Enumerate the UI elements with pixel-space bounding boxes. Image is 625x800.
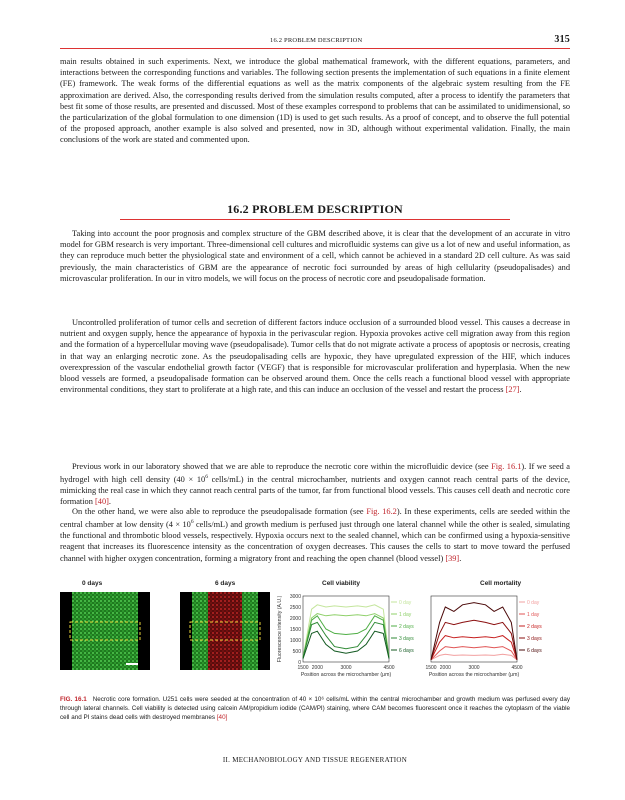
chart-cell-mortality — [425, 590, 575, 690]
caption-citation-40[interactable]: [40] — [216, 714, 228, 721]
paragraph-4-sup: 6 — [190, 519, 194, 526]
y-tick-label: 2000 — [289, 616, 301, 622]
panel-title-6-days: 6 days — [215, 580, 236, 587]
x-tick-label: 2000 — [311, 665, 323, 671]
legend-label-4: 6 days — [399, 648, 414, 654]
intro-paragraph: main results obtained in such experiments. Next, we introduce the global mathematical framework, with the different equations, parameters, and interactions between the corresponding functions and variables. The following section presents the implementation of such equations in a finite element (FE) framework. The weak forms of the differential equations as well as the matrix components of the algebraic system resulting from the FE approximation are derived. Also, the corresponding results derived from the simulation results computed, after a process to identify the parameters that best fit some of those results, are presented and discussed. Most of these examples correspond to problems that can be assimilated to unidimensional, so the particularization of the global formulation to one dimension (1D) is used to get such results. As a proof of concept, and to observe the full potential of the proposed approach, another example is also solved and presented, now in 3D, although without experimental validation. Finally, the main conclusions of the work are stated and commented upon. — [60, 57, 570, 145]
x-tick-label: 1500 — [425, 665, 437, 671]
plot-frame — [431, 596, 517, 662]
y-tick-label: 3000 — [289, 594, 301, 600]
paragraph-4-c: cells/mL) and growth medium is perfused just through one lateral channel while the other is sealed, simulating the functional and thrombotic blood vessels, respectively. Hypoxia occurs next to the sealed channel, which can be confirmed using a hypoxia-sensitive reagent that increases its fluorescence intensity as the concentration of oxygen decreases. This causes the cells to start to move toward the perfused channel with higher oxygen concentration, forming a migratory front and reaching the open channel (blood vessel) — [60, 519, 570, 563]
page-number: 315 — [554, 34, 570, 45]
y-tick-label: 1000 — [289, 638, 301, 644]
paragraph-3-end: . — [108, 497, 111, 507]
paragraph-2 — [60, 317, 570, 395]
x-axis-label: Position across the microchamber (μm) — [428, 672, 520, 678]
paragraph-4-a: On the other hand, we were also able to reproduce the pseudopalisade formation (see — [72, 507, 367, 516]
fig-16-2-link[interactable]: Fig. 16.2 — [366, 507, 397, 516]
paragraph-3-sup: 6 — [205, 474, 208, 481]
x-tick-label: 4500 — [511, 665, 523, 671]
series-line-3 — [431, 620, 517, 660]
paragraph-1: Taking into account the poor prognosis and complex structure of the GBM described above, it is clear that the development of an accurate in vitro model for GBM research is very important. Three-dimensional cell cultures and microfluidic systems can give us a lot of new and useful information, as they can reproduce much better the physiological state and environment of a cell, which cannot be achieved in a standard 2D cell culture. As was said previously, the main characteristics of GBM are the appearance of necrotic foci surrounded by areas of high cellularity (pseudopalisades) and microvascular proliferation. In our in vitro models, we will focus on the process of necrotic core and pseudopalisade formation. — [60, 229, 570, 283]
citation-39[interactable]: [39] — [445, 553, 460, 563]
running-header — [60, 34, 570, 48]
y-axis-label: Fluorescence intensity (A.U.) — [277, 595, 283, 663]
citation-27[interactable]: [27] — [505, 385, 520, 395]
figure-caption — [60, 695, 570, 722]
header-rule — [60, 48, 570, 49]
legend-label-2: 2 days — [399, 624, 414, 630]
series-line-4 — [303, 631, 389, 659]
running-header-section: 16.2 PROBLEM DESCRIPTION — [270, 37, 363, 44]
citation-40[interactable]: [40] — [95, 497, 109, 507]
fig-16-1-link[interactable]: Fig. 16.1 — [491, 462, 522, 471]
panel-title-cell-viability: Cell viability — [322, 580, 360, 587]
legend-label-0: 0 day — [399, 600, 412, 606]
y-tick-label: 500 — [292, 649, 301, 655]
chart-cell-viability — [275, 590, 425, 690]
legend-label-0: 0 day — [527, 600, 540, 606]
x-tick-label: 3000 — [468, 665, 480, 671]
panel-title-0-days: 0 days — [82, 580, 103, 587]
x-tick-label: 3000 — [340, 665, 352, 671]
legend-label-2: 2 days — [527, 624, 542, 630]
section-title: 16.2 PROBLEM DESCRIPTION — [227, 202, 403, 216]
x-tick-label: 1500 — [297, 665, 309, 671]
paragraph-2-end: . — [519, 385, 522, 395]
x-axis-label: Position across the microchamber (μm) — [300, 672, 392, 678]
microscopy-image-6-days — [180, 592, 270, 670]
paragraph-3-b: ). If we seed a hydrogel with high cell density (40 × 10 — [60, 462, 571, 484]
paragraph-4 — [60, 506, 570, 564]
paragraph-4-end: . — [459, 553, 462, 563]
legend-label-3: 3 days — [399, 636, 414, 642]
paragraph-3-c: cells/mL) in the central microchamber, nutrients and oxygen cannot reach central parts of the device, mimicking the real case in which they cannot reach central parts of the tumor, far from functional blood vessels. This causes cell death and necrotic core formation — [60, 474, 571, 507]
legend-label-1: 1 day — [399, 612, 412, 618]
section-rule — [120, 219, 510, 220]
running-footer: II. MECHANOBIOLOGY AND TISSUE REGENERATION — [222, 756, 408, 764]
y-tick-label: 2500 — [289, 605, 301, 611]
paragraph-2-text: Uncontrolled proliferation of tumor cells and secretion of different factors induce occlusion of a surrounded blood vessel. This causes a decrease in nutrient and oxygen supply, hence the appearance of hypoxia in the perivascular region. Hypoxia provokes active cell migration away from this region and the formation of a hypercellular moving wave (pseudopalisade). Tumor cells that do not migrate activate a process of apoptosis or necrosis, creating in that way an enlarging necrotic zone. As the pseudopalisading cells are hypoxic, they have upregulated expression of the HIF, which induces overexpression of the vascular endothelial growth factor (VEGF) that is responsible for microvascular proliferation and hyperplasia. When the new blood vessels are formed, a pseudopalisade formation can be observed around them. Once the cells reach a functional blood vessel with appropriate environmental conditions, they start to proliferate at a high rate, and this can induce an occlusion of the vessel and restart the process — [60, 318, 570, 395]
x-tick-label: 4500 — [383, 665, 395, 671]
series-line-0 — [431, 654, 517, 660]
series-line-1 — [303, 614, 389, 658]
paragraph-3-a: Previous work in our laboratory showed that we are able to reproduce the necrotic core within the microfluidic device (see — [72, 462, 492, 471]
y-tick-label: 0 — [298, 660, 301, 666]
caption-text: Necrotic core formation. U251 cells were seeded at the concentration of 40 × 10⁶ cells/mL within the central microchamber and growth medium was perfused every day through lateral channels. Cell viability is detected using calcein AM/propidium iodide (CAM/PI) staining, where CAM becomes fluorescent once it reaches the cytoplasm of the viable cell and PI stains dead cells with destroyed membranes — [60, 696, 570, 721]
figure-label: FIG. 16.1 — [60, 696, 87, 703]
panel-title-cell-mortality: Cell mortality — [480, 580, 522, 587]
series-line-3 — [303, 622, 389, 657]
y-tick-label: 1500 — [289, 627, 301, 633]
legend-label-1: 1 day — [527, 612, 540, 618]
microscopy-image-0-days — [60, 592, 150, 670]
series-line-2 — [303, 616, 389, 658]
legend-label-3: 3 days — [527, 636, 542, 642]
series-line-1 — [431, 647, 517, 660]
paragraph-4-b: ). In these experiments, cells are seeded within the central chamber at low density (4 × 10 — [60, 507, 571, 529]
legend-label-4: 6 days — [527, 648, 542, 654]
paragraph-3 — [60, 461, 570, 508]
series-line-4 — [431, 603, 517, 660]
figure-16-1 — [60, 580, 572, 690]
x-tick-label: 2000 — [439, 665, 451, 671]
